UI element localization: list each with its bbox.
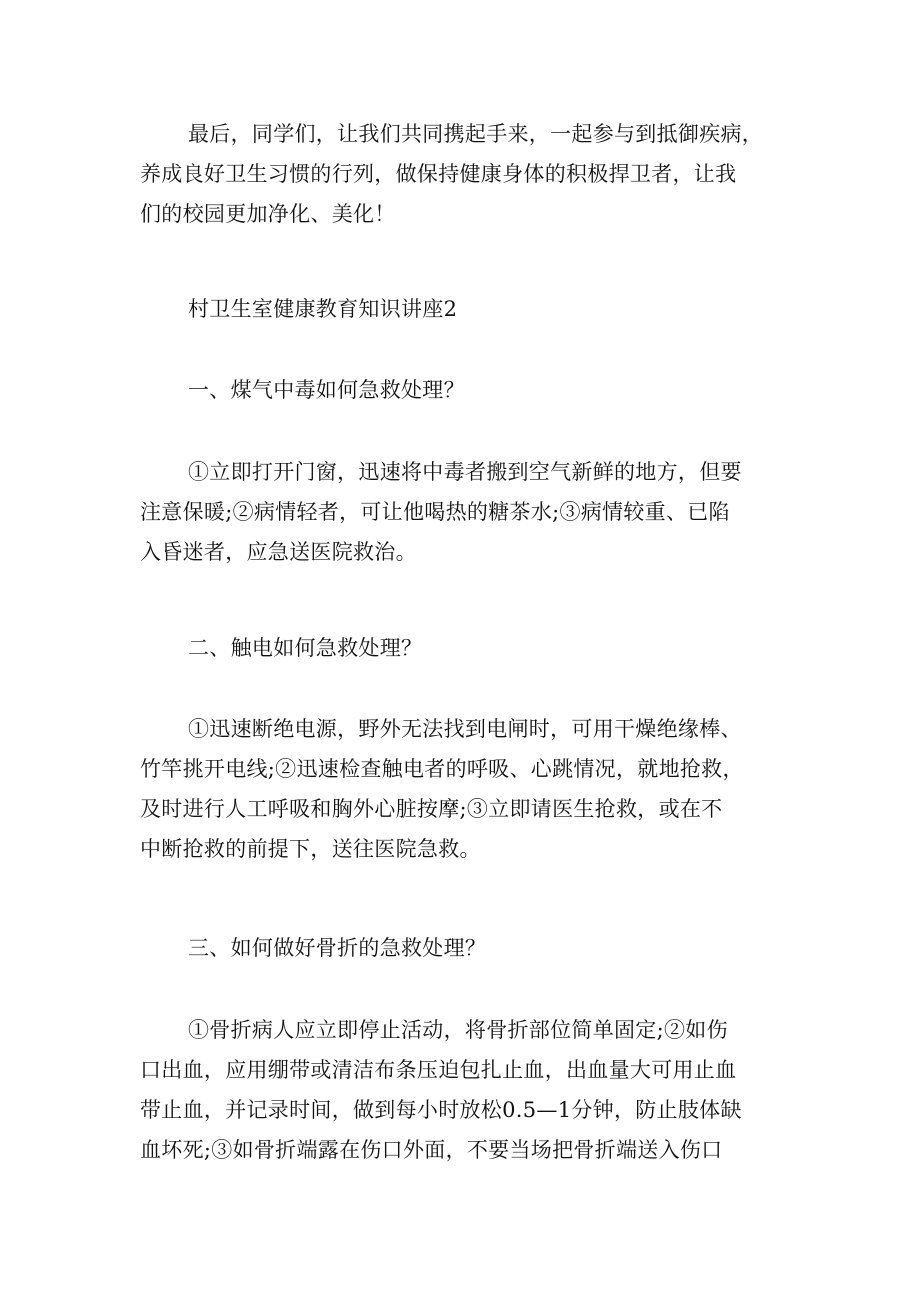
closing-paragraph	[140, 114, 790, 234]
section-heading-gas-poisoning	[140, 370, 790, 410]
section-heading-fracture	[140, 928, 790, 968]
paragraph-line: 竹竿挑开电线;②迅速检查触电者的呼吸、心跳情况，就地抢救，	[140, 757, 744, 781]
paragraph-line: 们的校园更加净化、美化！	[140, 202, 396, 226]
paragraph-line: 及时进行人工呼吸和胸外心脏按摩;③立即请医生抢救，或在不	[140, 797, 723, 821]
title-text: 村卫生室健康教育知识讲座2	[188, 297, 458, 321]
paragraph-electric-shock	[140, 709, 790, 869]
paragraph-fracture	[140, 1010, 790, 1170]
paragraph-line: ①迅速断绝电源，野外无法找到电闸时，可用干燥绝缘棒、	[188, 717, 742, 741]
heading-text: 三、如何做好骨折的急救处理？	[188, 936, 487, 960]
paragraph-line: ①立即打开门窗，迅速将中毒者搬到空气新鲜的地方，但要	[188, 460, 742, 484]
paragraph-line: 养成良好卫生习惯的行列，做保持健康身体的积极捍卫者，让我	[140, 162, 737, 186]
paragraph-line: 注意保暖;②病情轻者，可让他喝热的糖茶水;③病情较重、已陷	[140, 500, 730, 524]
paragraph-gas-poisoning	[140, 452, 790, 572]
paragraph-line: 中断抢救的前提下，送往医院急救。	[140, 837, 481, 861]
paragraph-line: 血坏死;③如骨折端露在伤口外面，不要当场把骨折端送入伤口	[140, 1138, 723, 1162]
paragraph-line: ①骨折病人应立即停止活动，将骨折部位简单固定;②如伤	[188, 1018, 728, 1042]
paragraph-line: 入昏迷者，应急送医院救治。	[140, 540, 417, 564]
heading-text: 一、煤气中毒如何急救处理？	[188, 378, 465, 402]
document-title	[140, 289, 790, 329]
heading-text: 二、触电如何急救处理？	[188, 636, 423, 660]
paragraph-line: 口出血，应用绷带或清洁布条压迫包扎止血，出血量大可用止血	[140, 1058, 737, 1082]
paragraph-line: 带止血，并记录时间，做到每小时放松0.5—1分钟，防止肢体缺	[140, 1098, 742, 1122]
section-heading-electric-shock	[140, 628, 790, 668]
paragraph-line: 最后，同学们，让我们共同携起手来，一起参与到抵御疾病，	[188, 122, 764, 146]
